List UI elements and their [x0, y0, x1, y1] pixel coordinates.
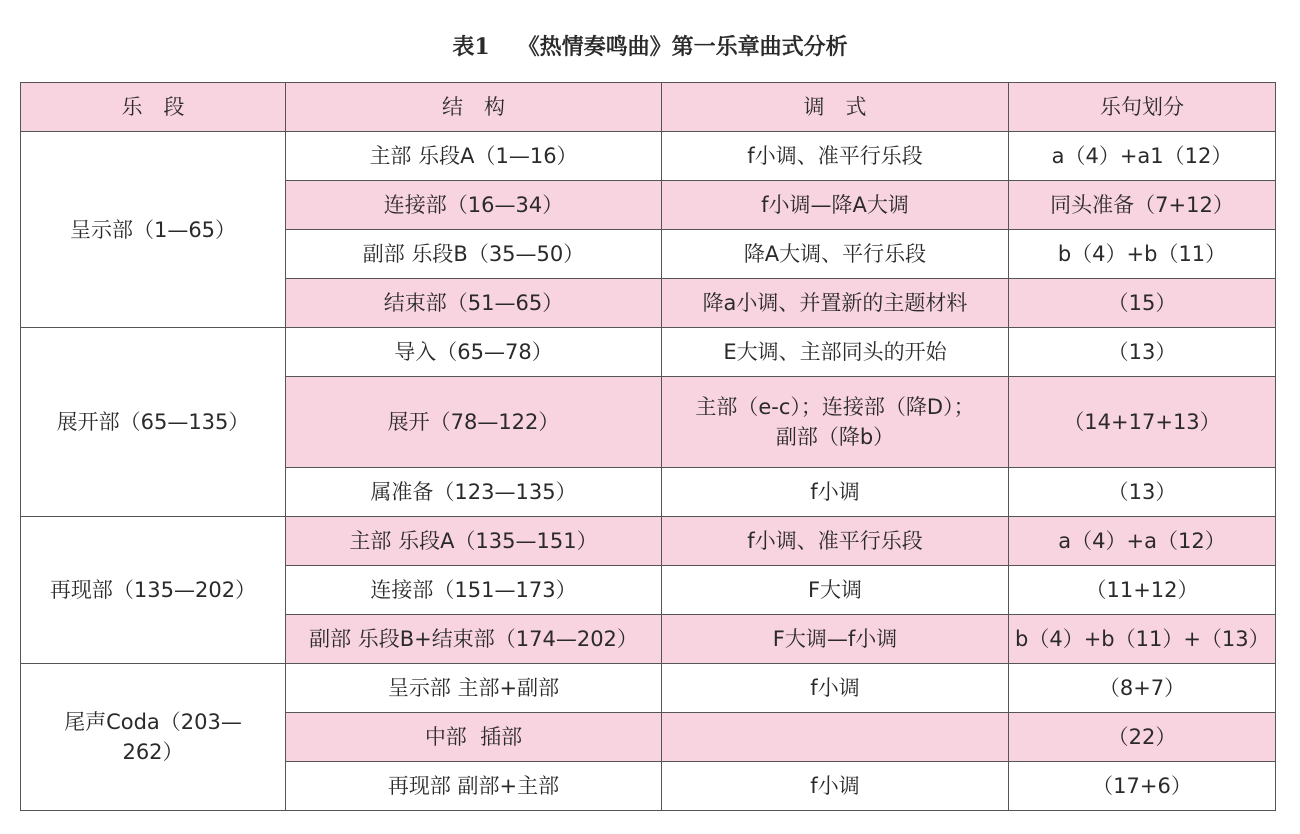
structure-cell: 中部 插部 [286, 713, 662, 762]
phrase-cell: （17+6） [1009, 762, 1276, 811]
table-row [21, 517, 1276, 566]
section-name-line-1: 尾声Coda（203— [64, 710, 242, 734]
section-name-line-2: 262） [122, 740, 184, 764]
key-cell: 降A大调、平行乐段 [662, 230, 1009, 279]
structure-cell: 呈示部 主部+副部 [286, 664, 662, 713]
section-cell: 再现部（135—202） [21, 517, 286, 664]
structure-cell: 主部 乐段A（1—16） [286, 132, 662, 181]
header-key: 调 式 [662, 83, 1009, 132]
structure-cell: 导入（65—78） [286, 328, 662, 377]
phrase-cell: （22） [1009, 713, 1276, 762]
structure-cell: 再现部 副部+主部 [286, 762, 662, 811]
structure-cell: 属准备（123—135） [286, 468, 662, 517]
phrase-cell: b（4）+b（11） [1009, 230, 1276, 279]
section-cell: 呈示部（1—65） [21, 132, 286, 328]
key-cell: f小调 [662, 468, 1009, 517]
key-line-2: 副部（降b） [775, 425, 895, 449]
table-title: 《热情奏鸣曲》第一乐章曲式分析 [517, 34, 848, 60]
header-phrases: 乐句划分 [1009, 83, 1276, 132]
section-cell: 展开部（65—135） [21, 328, 286, 517]
key-cell: E大调、主部同头的开始 [662, 328, 1009, 377]
structure-cell: 结束部（51—65） [286, 279, 662, 328]
key-cell [662, 713, 1009, 762]
key-line-1: 主部（e-c）；连接部（降D）； [695, 395, 975, 419]
phrase-cell: a（4）+a（12） [1009, 517, 1276, 566]
section-cell [21, 664, 286, 811]
structure-cell: 主部 乐段A（135—151） [286, 517, 662, 566]
phrase-cell: a（4）+a1（12） [1009, 132, 1276, 181]
structure-cell: 副部 乐段B+结束部（174—202） [286, 615, 662, 664]
key-cell: f小调 [662, 762, 1009, 811]
key-cell: f小调—降A大调 [662, 181, 1009, 230]
phrase-cell: 同头准备（7+12） [1009, 181, 1276, 230]
table-row [21, 664, 1276, 713]
phrase-cell: （13） [1009, 468, 1276, 517]
table-caption [0, 30, 1300, 61]
key-cell: f小调、准平行乐段 [662, 132, 1009, 181]
structure-cell: 连接部（151—173） [286, 566, 662, 615]
header-row [21, 83, 1276, 132]
table-number: 表1 [452, 34, 490, 60]
table-row [21, 132, 1276, 181]
phrase-cell: （8+7） [1009, 664, 1276, 713]
structure-cell: 副部 乐段B（35—50） [286, 230, 662, 279]
key-cell: f小调 [662, 664, 1009, 713]
key-cell: F大调—f小调 [662, 615, 1009, 664]
structure-cell: 展开（78—122） [286, 377, 662, 468]
phrase-cell: （11+12） [1009, 566, 1276, 615]
table-row [21, 328, 1276, 377]
key-cell: F大调 [662, 566, 1009, 615]
phrase-cell: （14+17+13） [1009, 377, 1276, 468]
key-cell: f小调、准平行乐段 [662, 517, 1009, 566]
structure-cell: 连接部（16—34） [286, 181, 662, 230]
phrase-cell: （13） [1009, 328, 1276, 377]
header-structure: 结 构 [286, 83, 662, 132]
header-section: 乐 段 [21, 83, 286, 132]
key-cell: 降a小调、并置新的主题材料 [662, 279, 1009, 328]
key-cell [662, 377, 1009, 468]
phrase-cell: b（4）+b（11）+（13） [1009, 615, 1276, 664]
form-analysis-table [20, 82, 1276, 811]
phrase-cell: （15） [1009, 279, 1276, 328]
